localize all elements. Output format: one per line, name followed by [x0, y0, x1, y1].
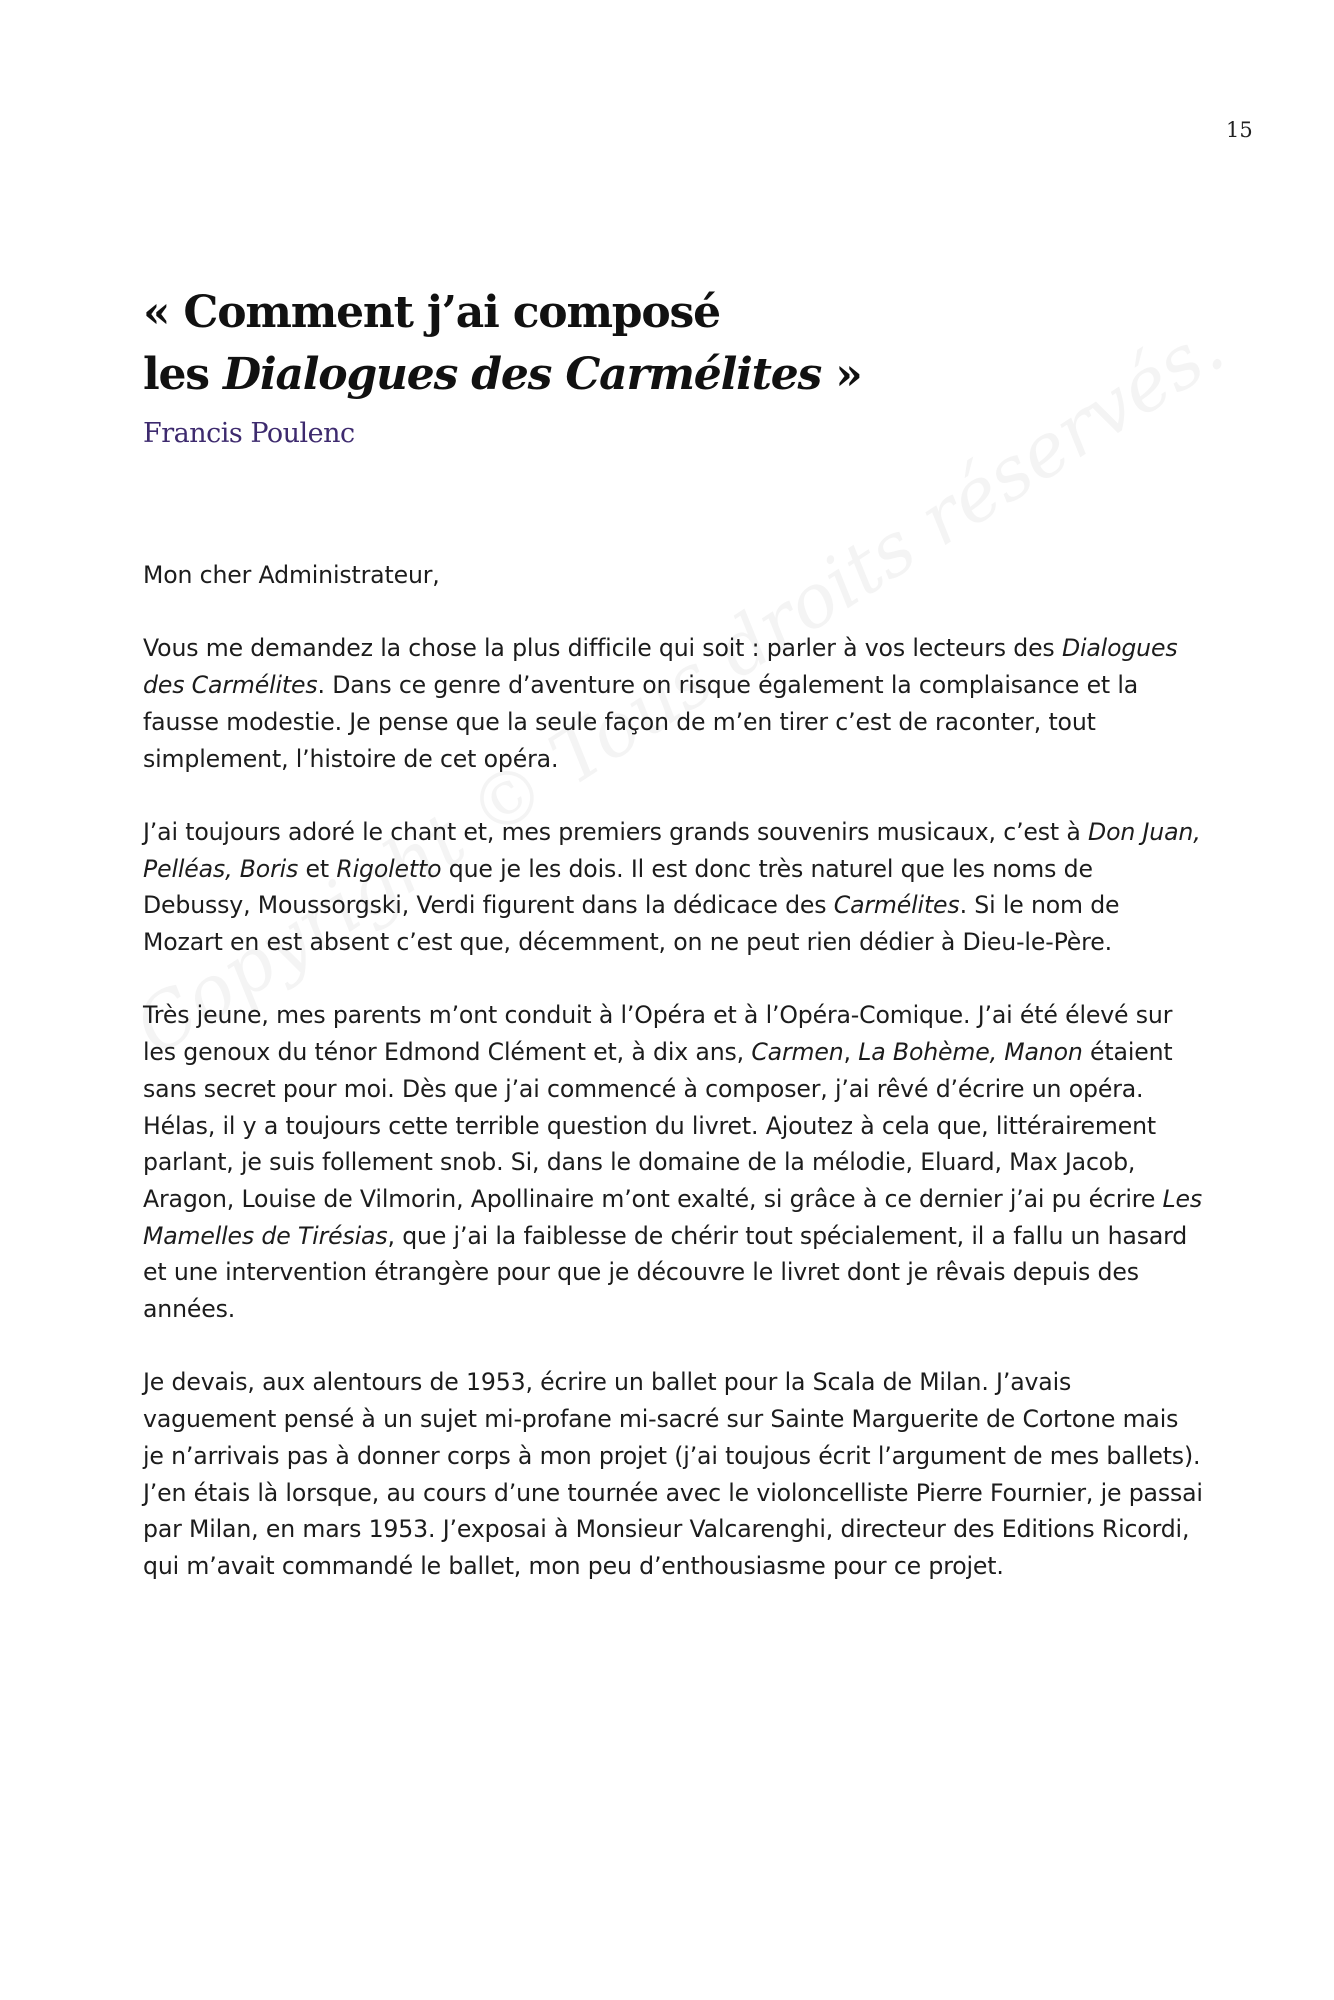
italic-title: La Bohème, Manon	[858, 1038, 1083, 1067]
author-name: Francis Poulenc	[143, 418, 355, 449]
paragraph-3	[143, 997, 1203, 1327]
text-run: Vous me demandez la chose la plus difficile qui soit : parler à vos lecteurs des	[143, 634, 1062, 663]
paragraph-2	[143, 814, 1203, 961]
title-line-2-prefix: les	[143, 349, 223, 400]
text-run: . Dans ce genre d’aventure on risque également la complaisance et la fausse modestie. Je pense que la seule façon de m’en tirer c’est de raconter, tout simplement, l’histoire de cet opéra.	[143, 671, 1139, 773]
text-run: et	[298, 854, 337, 883]
italic-title: Dialogues des Carmélites	[143, 634, 1178, 700]
text-run: ,	[843, 1038, 859, 1067]
salutation: Mon cher Administrateur,	[143, 561, 440, 589]
italic-title: Don Juan, Pelléas, Boris	[143, 817, 1201, 883]
article-header	[143, 282, 1143, 449]
article-body	[143, 557, 1203, 1621]
article-title	[143, 282, 1143, 406]
paragraph-4: Je devais, aux alentours de 1953, écrire un ballet pour la Scala de Milan. J’avais vaguement pensé à un sujet mi-profane mi-sacré sur Sainte Marguerite de Cortone mais je n’arrivais pas à donner corps à mon projet (j’ai toujous écrit l’argument de mes ballets). J’en étais là lorsque, au cours d’une tournée avec le violoncelliste Pierre Fournier, je passai par Milan, en mars 1953. J’exposai à Monsieur Valcarenghi, directeur des Editions Ricordi, qui m’avait commandé le ballet, mon peu d’enthousiasme pour ce projet.	[143, 1368, 1203, 1580]
italic-title: Carmen	[751, 1038, 844, 1067]
title-line-2-suffix: »	[821, 349, 862, 400]
page-number: 15	[1226, 118, 1253, 142]
italic-title: Rigoletto	[336, 854, 442, 883]
text-run: . Si le nom de Mozart en est absent c’est que, décemment, on ne peut rien dédier à Dieu-le-Père.	[143, 891, 1120, 956]
text-run: Très jeune, mes parents m’ont conduit à l’Opéra et à l’Opéra-Comique. J’ai été élevé sur les genoux du ténor Edmond Clément et, à dix ans,	[143, 1001, 1173, 1067]
title-line-2-italic: Dialogues des Carmélites	[223, 349, 822, 400]
text-run: J’ai toujours adoré le chant et, mes premiers grands souvenirs musicaux, c’est à	[143, 817, 1089, 846]
title-line-1: « Comment j’ai composé	[143, 287, 720, 338]
text-run: , que j’ai la faiblesse de chérir tout spécialement, il a fallu un hasard et une intervention étrangère pour que je découvre le livret dont je rêvais depuis des années.	[143, 1221, 1188, 1324]
text-run: étaient sans secret pour moi. Dès que j’ai commencé à composer, j’ai rêvé d’écrire un opéra. Hélas, il y a toujours cette terrible question du livret. Ajoutez à cela que, littérairement parlant, je suis follement snob. Si, dans le domaine de la mélodie, Eluard, Max Jacob, Aragon, Louise de Vilmorin, Apollinaire m’ont exalté, si grâce à ce dernier j’ai pu écrire	[143, 1038, 1173, 1213]
text-run: que je les dois. Il est donc très naturel que les noms de Debussy, Moussorgski, Verdi figurent dans la dédicace des	[143, 854, 1093, 920]
paragraph-1	[143, 630, 1203, 777]
italic-title: Les Mamelles de Tirésias	[143, 1184, 1203, 1250]
italic-title: Carmélites	[833, 891, 960, 920]
